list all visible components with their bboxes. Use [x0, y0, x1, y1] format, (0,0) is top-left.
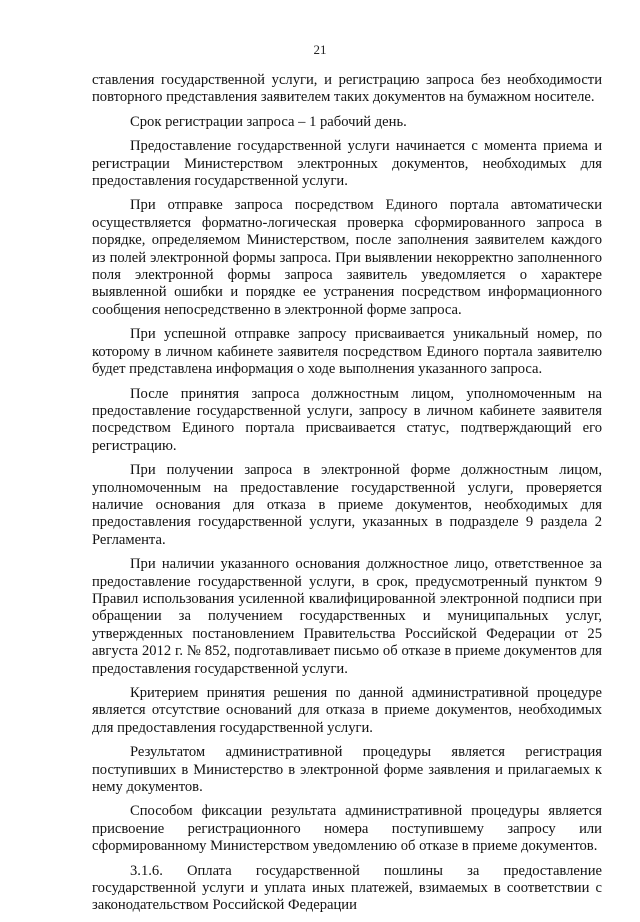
- paragraph: Критерием принятия решения по данной административной процедуре является отсутствие оснований для отказа в приеме документов, необходимых для предоставления государственной услуги.: [92, 685, 602, 736]
- paragraph: При наличии указанного основания должностное лицо, ответственное за предоставление государственной услуги, в срок, предусмотренный пунктом 9 Правил использования усиленной квалифицированной электронной подписи при обращении за получением государственных и муниципальных услуг, утвержденных постановлением Правительства Российской Федерации от 25 августа 2012 г. № 852, подготавливает письмо об отказе в приеме документов для предоставления государственной услуги.: [92, 556, 602, 677]
- paragraph: При получении запроса в электронной форме должностным лицом, уполномоченным на предоставление государственной услуги, проверяется наличие основания для отказа в приеме документов, необходимых для предоставления государственной услуги, указанных в подразделе 9 раздела 2 Регламента.: [92, 462, 602, 548]
- paragraph: Способом фиксации результата административной процедуры является присвоение регистрационного номера поступившему запросу или сформированному Министерством уведомлению об отказе в приеме документов.: [92, 803, 602, 855]
- paragraph: При успешной отправке запросу присваивается уникальный номер, по которому в личном кабинете заявителя посредством Единого портала заявителю будет представлена информация о ходе выполнения указанного запроса.: [92, 326, 602, 378]
- paragraph: При отправке запроса посредством Единого портала автоматически осуществляется форматно-логическая проверка сформированного запроса в порядке, определяемом Министерством, после заполнения заявителем каждого из полей электронной формы запроса. При выявлении некорректно заполненного поля электронной формы запроса заявитель уведомляется о характере выявленной ошибки и порядке ее устранения посредством информационного сообщения непосредственно в электронной форме запроса.: [92, 197, 602, 318]
- paragraph: Срок регистрации запроса – 1 рабочий день.: [130, 113, 407, 130]
- paragraph: ставления государственной услуги, и регистрацию запроса без необходимости повторного представления заявителем таких документов на бумажном носителе.: [92, 72, 602, 106]
- paragraph: 3.1.6. Оплата государственной пошлины за предоставление государственной услуги и уплата иных платежей, взимаемых в соответствии с законодательством Российской Федерации: [92, 862, 602, 914]
- page-number: 21: [313, 42, 327, 57]
- paragraph: После принятия запроса должностным лицом, уполномоченным на предоставление государственной услуги, запросу в личном кабинете заявителя посредством Единого портала присваивается статус, подтверждающий его регистрацию.: [92, 385, 602, 454]
- document-body: [92, 72, 602, 922]
- paragraph: Предоставление государственной услуги начинается с момента приема и регистрации Министерством электронных документов, необходимых для предоставления государственной услуги.: [92, 138, 602, 190]
- paragraph: Результатом административной процедуры является регистрация поступивших в Министерство в электронной форме заявления и прилагаемых к нему документов.: [92, 744, 602, 796]
